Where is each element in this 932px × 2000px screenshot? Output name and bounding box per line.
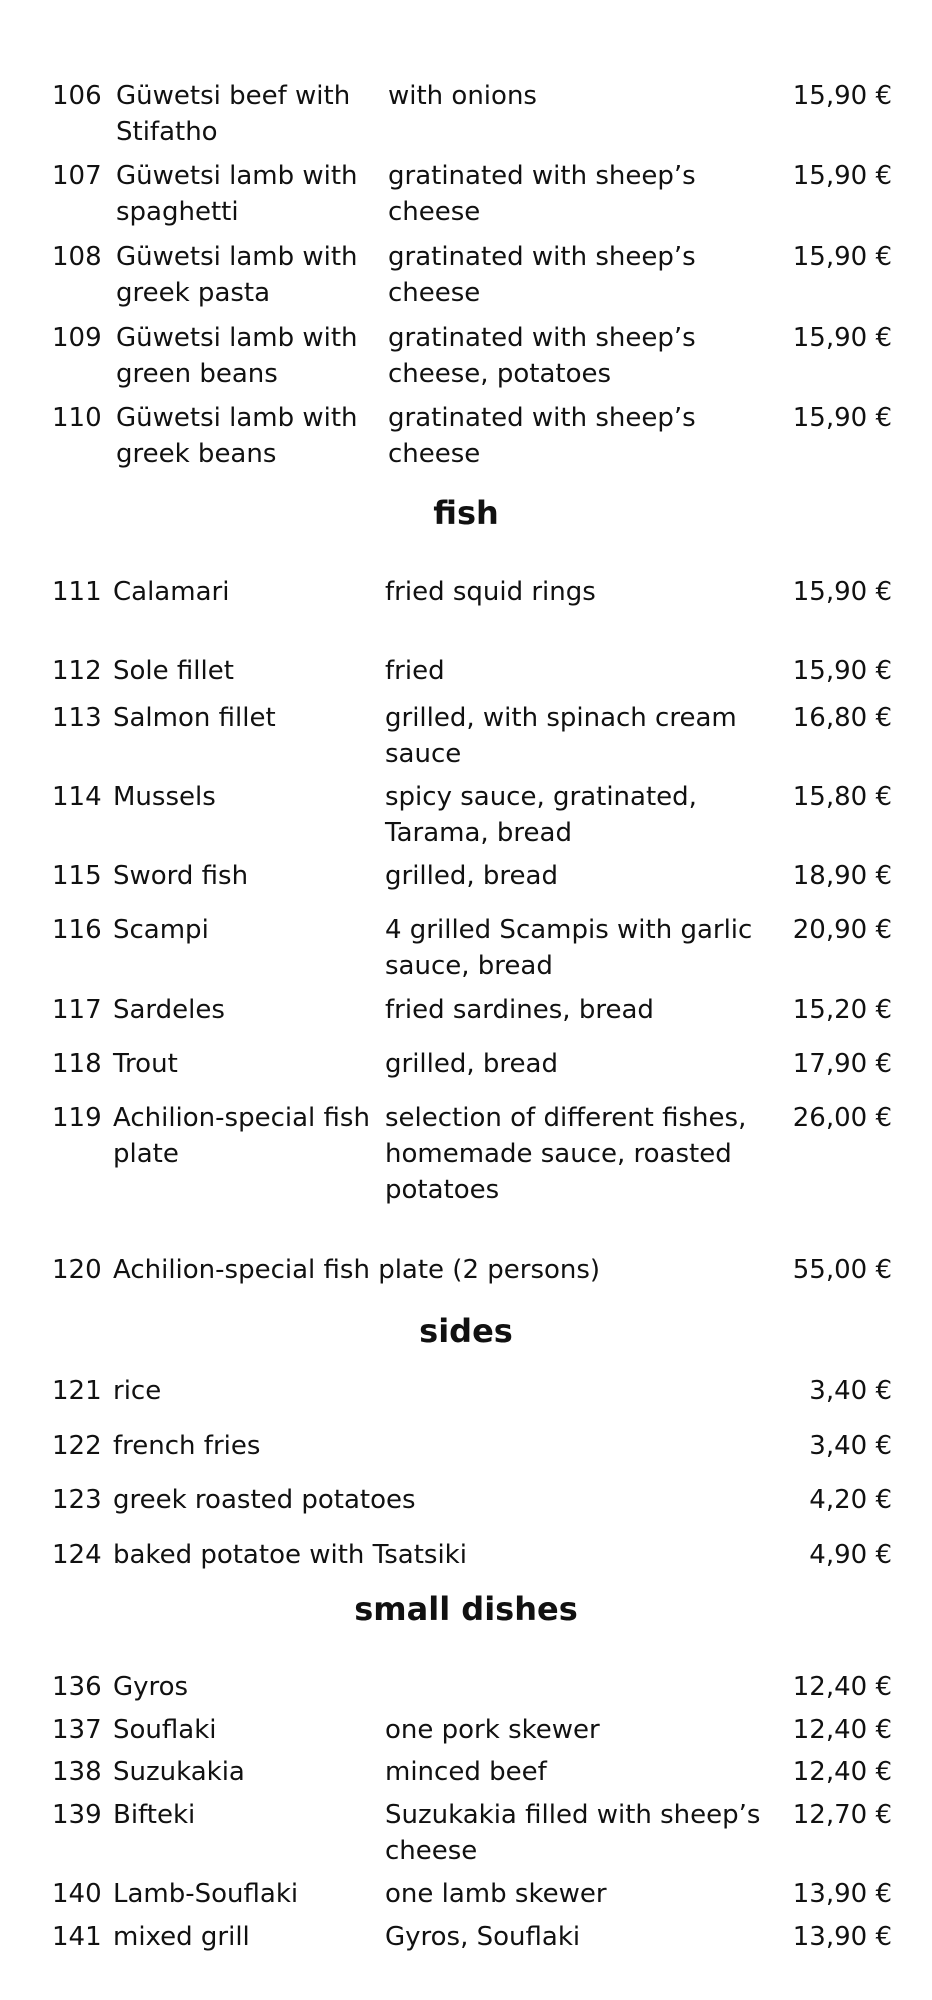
item-price: 4,90 € xyxy=(809,1540,892,1570)
item-number: 109 xyxy=(52,323,102,353)
item-number: 124 xyxy=(52,1540,102,1570)
item-number: 137 xyxy=(52,1715,102,1745)
item-price: 18,90 € xyxy=(792,861,892,891)
item-price: 15,90 € xyxy=(792,242,892,272)
item-price: 12,40 € xyxy=(792,1715,892,1745)
item-number: 139 xyxy=(52,1800,102,1830)
item-description: fried squid rings xyxy=(385,577,596,607)
section-heading-fish: fish xyxy=(433,494,499,532)
item-number: 123 xyxy=(52,1485,102,1515)
item-number: 120 xyxy=(52,1255,102,1285)
item-description: fried xyxy=(385,656,445,686)
item-name: Achilion-special fish plate (2 persons) xyxy=(113,1255,601,1285)
item-price: 15,80 € xyxy=(792,782,892,812)
item-price: 20,90 € xyxy=(792,915,892,945)
item-name: Güwetsi lamb with green beans xyxy=(116,323,358,389)
item-number: 121 xyxy=(52,1376,102,1406)
item-name: Suzukakia xyxy=(113,1757,245,1787)
item-name: greek roasted potatoes xyxy=(113,1485,416,1515)
item-name: mixed grill xyxy=(113,1922,250,1952)
item-price: 4,20 € xyxy=(809,1485,892,1515)
item-price: 17,90 € xyxy=(792,1049,892,1079)
item-name: Souflaki xyxy=(113,1715,217,1745)
item-price: 15,90 € xyxy=(792,323,892,353)
item-price: 12,70 € xyxy=(792,1800,892,1830)
item-name: Sword fish xyxy=(113,861,249,891)
item-price: 3,40 € xyxy=(809,1431,892,1461)
item-name: Gyros xyxy=(113,1672,189,1702)
item-description: fried sardines, bread xyxy=(385,995,654,1025)
item-description: gratinated with sheep’s cheese xyxy=(388,242,696,308)
section-heading-sides: sides xyxy=(419,1312,513,1350)
item-number: 119 xyxy=(52,1103,102,1133)
item-name: rice xyxy=(113,1376,162,1406)
item-number: 108 xyxy=(52,242,102,272)
item-name: baked potatoe with Tsatsiki xyxy=(113,1540,467,1570)
item-price: 15,90 € xyxy=(792,81,892,111)
item-description: 4 grilled Scampis with garlic sauce, bread xyxy=(385,915,753,981)
item-price: 15,20 € xyxy=(792,995,892,1025)
item-description: grilled, with spinach cream sauce xyxy=(385,703,737,769)
item-number: 118 xyxy=(52,1049,102,1079)
item-name: Sardeles xyxy=(113,995,225,1025)
item-price: 3,40 € xyxy=(809,1376,892,1406)
item-name: Calamari xyxy=(113,577,230,607)
item-price: 15,90 € xyxy=(792,161,892,191)
item-price: 16,80 € xyxy=(792,703,892,733)
item-price: 15,90 € xyxy=(792,577,892,607)
item-description: gratinated with sheep’s cheese, potatoes xyxy=(388,323,696,389)
item-price: 26,00 € xyxy=(792,1103,892,1133)
item-description: Gyros, Souflaki xyxy=(385,1922,581,1952)
item-name: Güwetsi lamb with greek pasta xyxy=(116,242,358,308)
item-name: Mussels xyxy=(113,782,216,812)
item-price: 13,90 € xyxy=(792,1879,892,1909)
item-number: 141 xyxy=(52,1922,102,1952)
item-description: minced beef xyxy=(385,1757,547,1787)
item-price: 15,90 € xyxy=(792,403,892,433)
item-name: Güwetsi lamb with spaghetti xyxy=(116,161,358,227)
item-number: 110 xyxy=(52,403,102,433)
item-price: 13,90 € xyxy=(792,1922,892,1952)
item-description: one pork skewer xyxy=(385,1715,600,1745)
item-number: 115 xyxy=(52,861,102,891)
item-description: selection of different fishes, homemade sauce, roasted potatoes xyxy=(385,1103,747,1205)
item-name: Trout xyxy=(113,1049,178,1079)
item-name: Scampi xyxy=(113,915,209,945)
item-description: with onions xyxy=(388,81,537,111)
item-name: Bifteki xyxy=(113,1800,196,1830)
item-number: 107 xyxy=(52,161,102,191)
item-description: gratinated with sheep’s cheese xyxy=(388,403,696,469)
item-description: one lamb skewer xyxy=(385,1879,607,1909)
item-number: 106 xyxy=(52,81,102,111)
item-price: 15,90 € xyxy=(792,656,892,686)
item-name: Salmon fillet xyxy=(113,703,276,733)
item-number: 122 xyxy=(52,1431,102,1461)
item-number: 111 xyxy=(52,577,102,607)
item-name: Achilion-special fish plate xyxy=(113,1103,370,1169)
item-name: Lamb-Souflaki xyxy=(113,1879,299,1909)
item-name: french fries xyxy=(113,1431,261,1461)
item-number: 138 xyxy=(52,1757,102,1787)
item-description: grilled, bread xyxy=(385,1049,558,1079)
item-description: Suzukakia filled with sheep’s cheese xyxy=(385,1800,761,1866)
item-name: Güwetsi lamb with greek beans xyxy=(116,403,358,469)
item-number: 136 xyxy=(52,1672,102,1702)
item-number: 114 xyxy=(52,782,102,812)
item-number: 116 xyxy=(52,915,102,945)
item-name: Sole fillet xyxy=(113,656,234,686)
item-description: grilled, bread xyxy=(385,861,558,891)
item-price: 12,40 € xyxy=(792,1672,892,1702)
section-heading-small-dishes: small dishes xyxy=(354,1590,578,1628)
item-description: gratinated with sheep’s cheese xyxy=(388,161,696,227)
item-number: 140 xyxy=(52,1879,102,1909)
item-name: Güwetsi beef with Stifatho xyxy=(116,81,351,147)
item-description: spicy sauce, gratinated, Tarama, bread xyxy=(385,782,697,848)
item-price: 12,40 € xyxy=(792,1757,892,1787)
item-price: 55,00 € xyxy=(792,1255,892,1285)
item-number: 117 xyxy=(52,995,102,1025)
item-number: 113 xyxy=(52,703,102,733)
item-number: 112 xyxy=(52,656,102,686)
